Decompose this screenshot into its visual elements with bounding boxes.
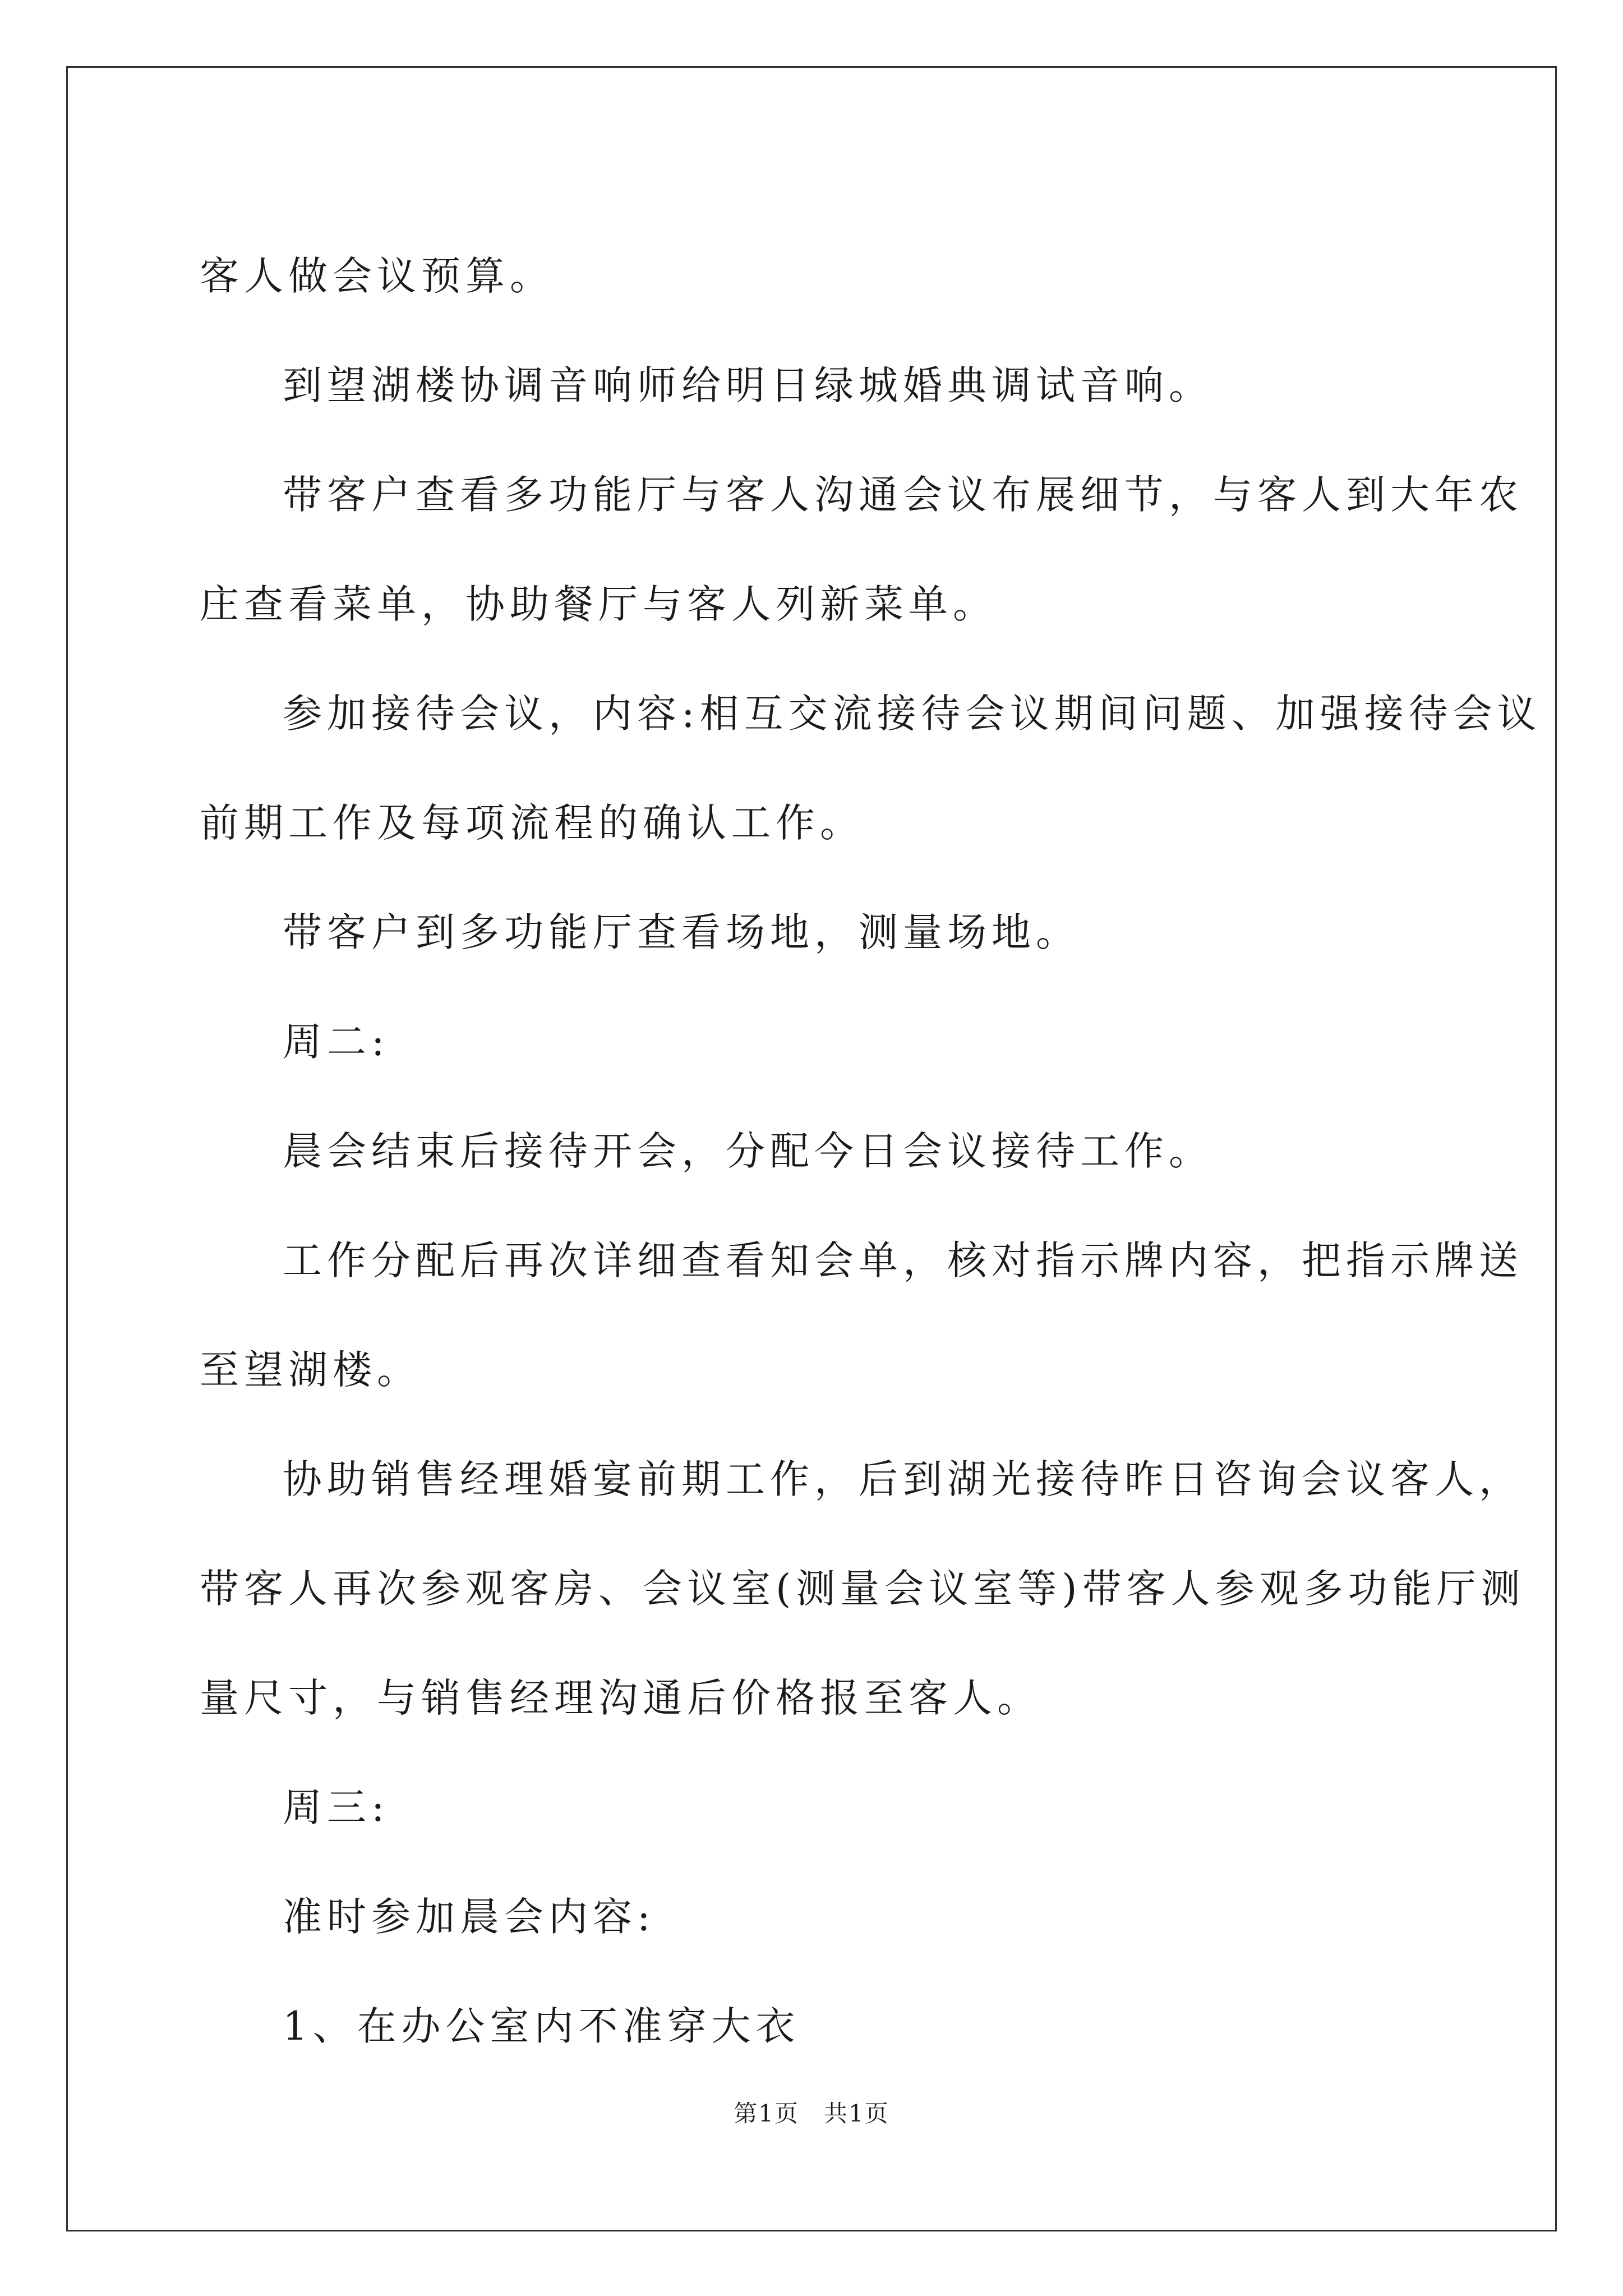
- document-body: [200, 222, 1542, 2081]
- text-line: 参加接待会议，内容:相互交流接待会议期间问题、加强接待会议: [283, 691, 1542, 737]
- text-line: 晨会结束后接待开会，分配今日会议接待工作。: [283, 1128, 1213, 1174]
- text-line: 1、在办公室内不准穿大衣: [283, 2003, 800, 2049]
- text-line: 庄查看菜单，协助餐厅与客人列新菜单。: [200, 581, 997, 627]
- text-line: 工作分配后再次详细查看知会单，核对指示牌内容，把指示牌送: [283, 1237, 1523, 1283]
- text-line: 前期工作及每项流程的确认工作。: [200, 800, 864, 846]
- text-line: 带客户到多功能厅查看场地，测量场地。: [283, 909, 1080, 955]
- text-line: 周三:: [283, 1784, 390, 1830]
- text-line: 客人做会议预算。: [200, 253, 554, 299]
- page-number-footer: 第1页 共1页: [734, 2100, 889, 2127]
- text-line: 协助销售经理婚宴前期工作，后到湖光接待昨日咨询会议客人，: [283, 1456, 1523, 1502]
- text-line: 至望湖楼。: [200, 1347, 421, 1393]
- text-line: 准时参加晨会内容:: [283, 1894, 656, 1940]
- text-line: 到望湖楼协调音响师给明日绿城婚典调试音响。: [283, 362, 1213, 408]
- text-line: 带客人再次参观客房、会议室(测量会议室等)带客人参观多功能厅测: [200, 1566, 1525, 1612]
- text-line: 带客户查看多功能厅与客人沟通会议布展细节，与客人到大年农: [283, 472, 1523, 518]
- text-line: 量尺寸，与销售经理沟通后价格报至客人。: [200, 1675, 1041, 1721]
- text-line: 周二:: [283, 1019, 390, 1065]
